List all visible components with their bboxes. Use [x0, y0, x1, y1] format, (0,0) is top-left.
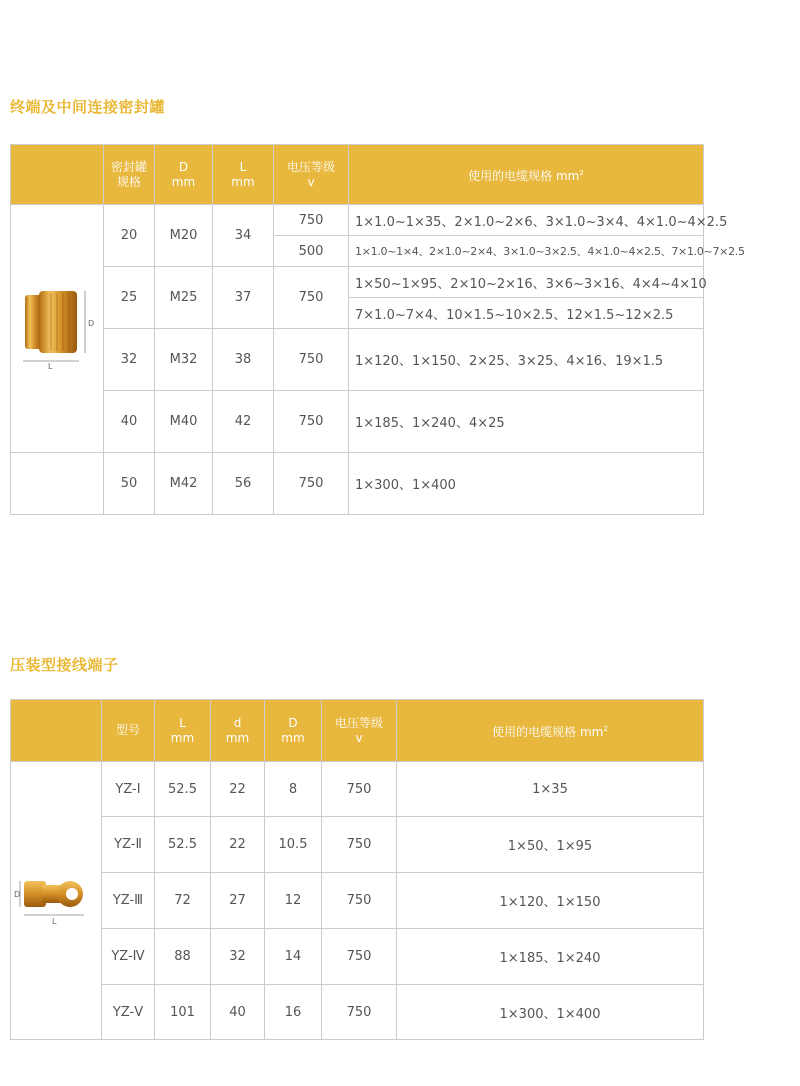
voltage-cell: 500	[274, 236, 349, 267]
diagram-l-label: L	[48, 361, 53, 369]
table-row	[11, 985, 704, 1040]
header-image-cell	[11, 145, 104, 205]
inner-d-cell: 40	[211, 985, 265, 1040]
outer-d-cell: 12	[265, 873, 322, 929]
diagram-d-label: D	[88, 318, 95, 328]
inner-d-cell: 32	[211, 929, 265, 985]
crimp-terminal-table	[10, 699, 704, 1040]
model-cell: YZ-Ⅰ	[102, 762, 155, 817]
terminal-diagram	[14, 869, 98, 929]
voltage-cell: 750	[274, 329, 349, 391]
table-header-row	[11, 145, 704, 205]
voltage-cell: 750	[274, 205, 349, 236]
voltage-cell: 750	[322, 817, 397, 873]
l-cell: 34	[213, 205, 274, 267]
table-row	[11, 329, 704, 391]
voltage-cell: 750	[274, 267, 349, 329]
model-cell: YZ-Ⅲ	[102, 873, 155, 929]
length-cell: 72	[155, 873, 211, 929]
outer-d-cell: 8	[265, 762, 322, 817]
header-inner-d: d mm	[211, 700, 265, 762]
cable-spec-cell: 1×50~1×95、2×10~2×16、3×6~3×16、4×4~4×10	[349, 267, 704, 298]
outer-d-cell: 14	[265, 929, 322, 985]
header-cable-spec: 使用的电缆规格 $mm^2$	[349, 145, 704, 205]
cable-spec-cell: 1×120、1×150、2×25、3×25、4×16、19×1.5	[349, 329, 704, 391]
header-cable-spec: 使用的电缆规格 $mm^2$	[397, 700, 704, 762]
l-cell: 37	[213, 267, 274, 329]
table-row	[11, 267, 704, 298]
cable-spec-cell: 1×185、1×240、4×25	[349, 391, 704, 453]
cable-spec-cell: 1×300、1×400	[349, 453, 704, 515]
table-header-row	[11, 700, 704, 762]
d-cell: M32	[155, 329, 213, 391]
header-size-line2: 规格	[116, 174, 141, 189]
voltage-cell: 750	[322, 873, 397, 929]
model-cell: YZ-Ⅳ	[102, 929, 155, 985]
voltage-cell: 750	[274, 453, 349, 515]
l-cell: 42	[213, 391, 274, 453]
l-cell: 38	[213, 329, 274, 391]
d-cell: M25	[155, 267, 213, 329]
sealing-can-diagram	[17, 285, 97, 369]
outer-d-cell: 10.5	[265, 817, 322, 873]
header-model: 型号	[102, 700, 155, 762]
cable-spec-cell: 7×1.0~7×4、10×1.5~10×2.5、12×1.5~12×2.5	[349, 298, 704, 329]
d-cell: M20	[155, 205, 213, 267]
diagram-d-label: D	[14, 889, 21, 899]
terminal-diagram-cell	[11, 762, 102, 1040]
inner-d-cell: 22	[211, 817, 265, 873]
table-row	[11, 817, 704, 873]
length-cell: 101	[155, 985, 211, 1040]
length-cell: 52.5	[155, 817, 211, 873]
cable-spec-cell: 1×1.0~1×4、2×1.0~2×4、3×1.0~3×2.5、4×1.0~4×2.5、7×1.0~7×2.5	[349, 236, 704, 267]
header-size	[104, 145, 155, 205]
table-row	[11, 762, 704, 817]
voltage-cell: 750	[274, 391, 349, 453]
d-cell: M42	[155, 453, 213, 515]
table-row	[11, 453, 704, 515]
header-d: D mm	[155, 145, 213, 205]
table-row	[11, 205, 704, 236]
header-length: L mm	[155, 700, 211, 762]
cable-spec-cell: 1×185、1×240	[397, 929, 704, 985]
cable-spec-cell: 1×300、1×400	[397, 985, 704, 1040]
cable-spec-cell: 1×120、1×150	[397, 873, 704, 929]
header-voltage: 电压等级 v	[274, 145, 349, 205]
header-outer-d: D mm	[265, 700, 322, 762]
header-l: L mm	[213, 145, 274, 205]
header-image-cell	[11, 700, 102, 762]
section1-title: 终端及中间连接密封罐	[10, 98, 166, 116]
table-row	[11, 391, 704, 453]
table-row	[11, 873, 704, 929]
table-row	[11, 929, 704, 985]
outer-d-cell: 16	[265, 985, 322, 1040]
model-cell: YZ-Ⅴ	[102, 985, 155, 1040]
voltage-cell: 750	[322, 929, 397, 985]
d-cell: M40	[155, 391, 213, 453]
size-cell: 32	[104, 329, 155, 391]
header-size-line1: 密封罐	[110, 159, 147, 174]
cable-spec-cell: 1×50、1×95	[397, 817, 704, 873]
section2-title: 压装型接线端子	[10, 656, 119, 674]
inner-d-cell: 22	[211, 762, 265, 817]
size-cell: 40	[104, 391, 155, 453]
model-cell: YZ-Ⅱ	[102, 817, 155, 873]
sealing-can-diagram-cell	[11, 205, 104, 453]
l-cell: 56	[213, 453, 274, 515]
header-voltage: 电压等级 v	[322, 700, 397, 762]
cable-spec-cell: 1×1.0~1×35、2×1.0~2×6、3×1.0~3×4、4×1.0~4×2.5	[349, 205, 704, 236]
diagram-l-label: L	[52, 916, 57, 926]
inner-d-cell: 27	[211, 873, 265, 929]
size-cell: 20	[104, 205, 155, 267]
sealing-can-table	[10, 144, 745, 515]
voltage-cell: 750	[322, 762, 397, 817]
voltage-cell: 750	[322, 985, 397, 1040]
length-cell: 88	[155, 929, 211, 985]
cable-spec-cell: 1×35	[397, 762, 704, 817]
size-cell: 50	[104, 453, 155, 515]
size-cell: 25	[104, 267, 155, 329]
length-cell: 52.5	[155, 762, 211, 817]
